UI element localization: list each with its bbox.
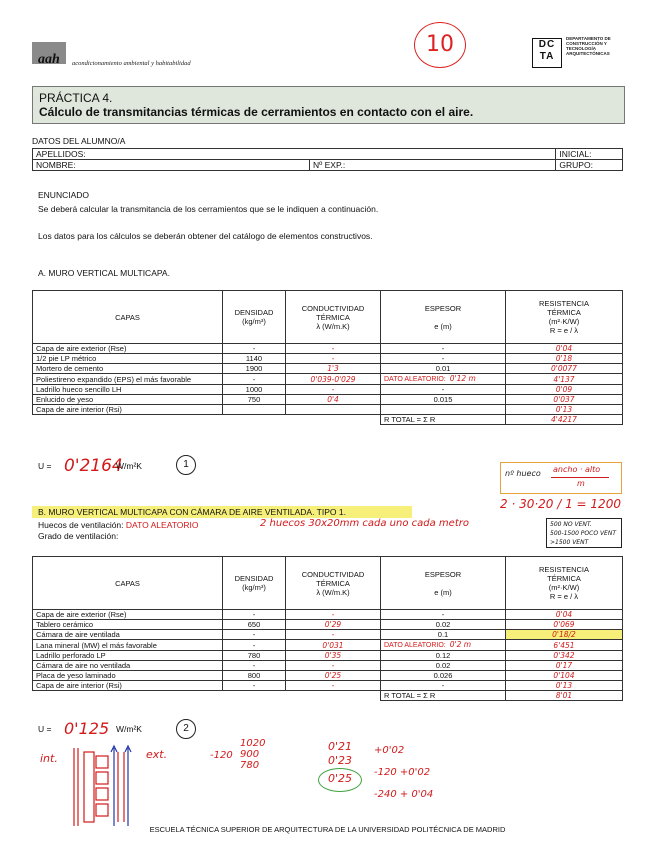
note-box [500,462,622,494]
title-band [32,86,625,124]
a-cell-res: 0'09 [506,385,623,395]
b-row [33,661,623,671]
a-cell-esp: 0.01 [381,364,506,374]
enunciado-line1: Se deberá calcular la transmitancia de los cerramientos que se le indiquen a continuación. [38,204,379,214]
huecos-value: DATO ALEATORIO [125,520,199,530]
practice-label: PRÁCTICA 4. [39,91,113,105]
b-esp-hand: 0'2 m [449,640,472,649]
a-cell-dens: 1900 [223,364,286,374]
logo-subtitle: acondicionamiento ambiental y habitabilidad [72,60,191,67]
a-esp-random: DATO ALEATORIO: [384,376,446,383]
r-total-value-b: 8'01 [506,691,623,701]
sketch-calc2-circled: 0'25 [328,772,353,785]
a-cell-dens: 1140 [223,354,286,364]
b-row [33,671,623,681]
a-row [33,395,623,405]
a-cell-res: 0'0077 [506,364,623,374]
b-cell-esp: 0.02 [381,661,506,671]
a-cell-dens: - [223,374,286,385]
b-cell-dens: 780 [223,651,286,661]
b-cell-cond: 0'35 [286,651,381,661]
u-unit-a: W/m²K [116,461,142,471]
th-capas: CAPAS [33,291,223,344]
b-cell-res: 6'451 [506,640,623,651]
b-cell-res: 0'069 [506,620,623,630]
b-cell-cond: - [286,630,381,640]
b-cell-esp: 0.12 [381,651,506,661]
a-row [33,385,623,395]
b-cell-cond: - [286,610,381,620]
r-total-label-a: R TOTAL = Σ R [381,415,506,425]
b-cell-capa: Tablero cerámico [33,620,223,630]
a-cell-capa: Capa de aire exterior (Rse) [33,344,223,354]
u-unit-b: W/m²K [116,724,142,734]
sketch-ext: ext. [146,748,168,761]
b-cell-esp: 0.1 [381,630,506,640]
a-row [33,405,623,415]
logo-text: aah [38,52,60,67]
sketch-calc2: 0'21 0'23 [328,740,353,767]
a-cell-res: 4'137 [506,374,623,385]
note-line1: nº hueco [505,469,541,478]
b-cell-cond: 0'29 [286,620,381,630]
vent-note-1: 500 NO VENT. [550,521,592,528]
circle-2: 2 [176,719,196,739]
grado-label: Grado de ventilación: [38,531,119,541]
huecos-label: Huecos de ventilación: DATO ALEATORIO [38,520,199,530]
b-cell-capa: Ladrillo perforado LP [33,651,223,661]
a-cell-res: 0'13 [506,405,623,415]
b-cell-res: 0'18/2 [506,630,623,640]
student-table [32,148,623,171]
a-cell-esp [381,405,506,415]
th-conductividad: CONDUCTIVIDAD TÉRMICA λ (W/m.K) [286,291,381,344]
a-cell-capa: Capa de aire interior (Rsi) [33,405,223,415]
circle-1: 1 [176,455,196,475]
huecos-hand: 2 huecos 30x20mm cada uno cada metro [260,518,469,529]
b-cell-capa: Cámara de aire ventilada [33,630,223,640]
a-cell-cond: 0'039-0'029 [286,374,381,385]
a-cell-capa: 1/2 pie LP métrico [33,354,223,364]
a-cell-esp: - [381,344,506,354]
sketch-calc3: +0'02 -120 +0'02 -240 + 0'04 [374,745,434,800]
footer: ESCUELA TÉCNICA SUPERIOR DE ARQUITECTURA DE LA UNIVERSIDAD POLITÉCNICA DE MADRID [149,825,506,834]
b-cell-capa: Capa de aire interior (Rsi) [33,681,223,691]
note-line2: ancho · alto [553,465,601,474]
note-calc: 2 · 30·20 / 1 = 1200 [500,497,621,511]
note-line3: m [577,479,585,488]
a-esp-hand: 0'12 m [449,374,476,383]
a-cell-cond [286,405,381,415]
dept-logo [532,38,562,68]
a-cell-esp: - [381,385,506,395]
b-cell-res: 0'13 [506,681,623,691]
sketch-int: int. [40,752,58,765]
b-cell-dens: 650 [223,620,286,630]
a-cell-esp [381,374,506,385]
b-cell-cond: - [286,681,381,691]
a-cell-esp: 0.015 [381,395,506,405]
b-cell-esp [381,640,506,651]
table-a [32,290,623,425]
sketch-calc1: 1020 900 780 [240,738,266,771]
table-b [32,556,623,701]
nombre-field[interactable]: NOMBRE: [33,160,310,171]
b-cell-capa: Capa de aire exterior (Rse) [33,610,223,620]
grupo-field[interactable]: GRUPO: [556,160,623,171]
section-b-title: B. MURO VERTICAL MULTICAPA CON CÁMARA DE AIRE VENTILADA. TIPO 1. [38,507,346,517]
a-cell-cond: - [286,354,381,364]
a-cell-dens: 1000 [223,385,286,395]
b-cell-cond: 0'25 [286,671,381,681]
a-row [33,344,623,354]
b-cell-dens: - [223,640,286,651]
vent-note [546,518,622,548]
section-a-title: A. MURO VERTICAL MULTICAPA. [38,268,170,278]
b-row [33,630,623,640]
th-densidad: DENSIDAD (kg/m³) [223,291,286,344]
vent-note-3: >1500 VENT [550,539,589,546]
b-cell-dens: 800 [223,671,286,681]
u-value-b: 0'125 [64,719,110,738]
b-cell-esp: - [381,681,506,691]
a-row [33,364,623,374]
b-row [33,610,623,620]
a-cell-res: 0'037 [506,395,623,405]
b-cell-res: 0'17 [506,661,623,671]
b-cell-capa: Cámara de aire no ventilada [33,661,223,671]
b-cell-res: 0'104 [506,671,623,681]
a-cell-res: 0'04 [506,344,623,354]
b-cell-esp: 0.026 [381,671,506,681]
b-row [33,620,623,630]
b-cell-dens: - [223,610,286,620]
a-cell-cond: - [286,385,381,395]
a-cell-dens [223,405,286,415]
th-resistencia-b: RESISTENCIA TÉRMICA (m²·K/W) R = e / λ [506,557,623,610]
page-number: 10 [414,22,466,68]
apellidos-field[interactable]: APELLIDOS: [33,149,556,160]
dept-text: DEPARTAMENTO DE CONSTRUCCIÓN Y TECNOLOGÍA ARQUITECTÓNICAS [566,36,611,56]
a-cell-capa: Mortero de cemento [33,364,223,374]
a-cell-cond: 1'3 [286,364,381,374]
a-cell-cond: - [286,344,381,354]
inicial-field[interactable]: INICIAL: [556,149,623,160]
b-cell-res: 0'04 [506,610,623,620]
b-cell-cond: - [286,661,381,671]
a-cell-res: 0'18 [506,354,623,364]
b-row [33,651,623,661]
a-cell-dens: - [223,344,286,354]
page-title: Cálculo de transmitancias térmicas de cerramientos en contacto con el aire. [39,105,474,119]
b-cell-esp: - [381,610,506,620]
b-cell-cond: 0'031 [286,640,381,651]
a-row [33,354,623,364]
b-row [33,640,623,651]
b-cell-dens: - [223,681,286,691]
a-cell-capa: Enlucido de yeso [33,395,223,405]
dept-logo-text: DC TA [538,39,556,62]
r-total-label-b: R TOTAL = Σ R [381,691,506,701]
a-cell-esp: - [381,354,506,364]
enunciado-title: ENUNCIADO [38,190,90,200]
a-cell-dens: 750 [223,395,286,405]
u-label-a: U = [38,461,52,471]
enunciado-line2: Los datos para los cálculos se deberán obtener del catálogo de elementos constructivos. [38,231,373,241]
student-section-title: DATOS DEL ALUMNO/A [32,136,126,146]
a-row [33,374,623,385]
b-row [33,681,623,691]
a-cell-capa: Poliestireno expandido (EPS) el más favorable [33,374,223,385]
b-cell-dens: - [223,661,286,671]
th-resistencia: RESISTENCIA TÉRMICA (m²·K/W) R = e / λ [506,291,623,344]
th-espesor-b: ESPESOR e (m) [381,557,506,610]
b-cell-dens: - [223,630,286,640]
r-total-value-a: 4'4217 [506,415,623,425]
a-cell-capa: Ladrillo hueco sencillo LH [33,385,223,395]
th-densidad-b: DENSIDAD (kg/m³) [223,557,286,610]
b-esp-random: DATO ALEATORIO: [384,642,446,649]
u-label-b: U = [38,724,52,734]
th-capas-b: CAPAS [33,557,223,610]
th-conductividad-b: CONDUCTIVIDAD TÉRMICA λ (W/m.K) [286,557,381,610]
a-cell-cond: 0'4 [286,395,381,405]
b-cell-esp: 0.02 [381,620,506,630]
vent-note-2: 500-1500 POCO VENT [550,530,617,537]
b-cell-capa: Lana mineral (MW) el más favorable [33,640,223,651]
wall-sketch [70,742,140,830]
th-espesor: ESPESOR e (m) [381,291,506,344]
nexp-field[interactable]: Nº EXP.: [310,160,556,171]
b-cell-res: 0'342 [506,651,623,661]
u-value-a: 0'2164 [64,456,123,476]
b-cell-capa: Placa de yeso laminado [33,671,223,681]
sketch-calc1-prefix: -120 [210,750,233,761]
